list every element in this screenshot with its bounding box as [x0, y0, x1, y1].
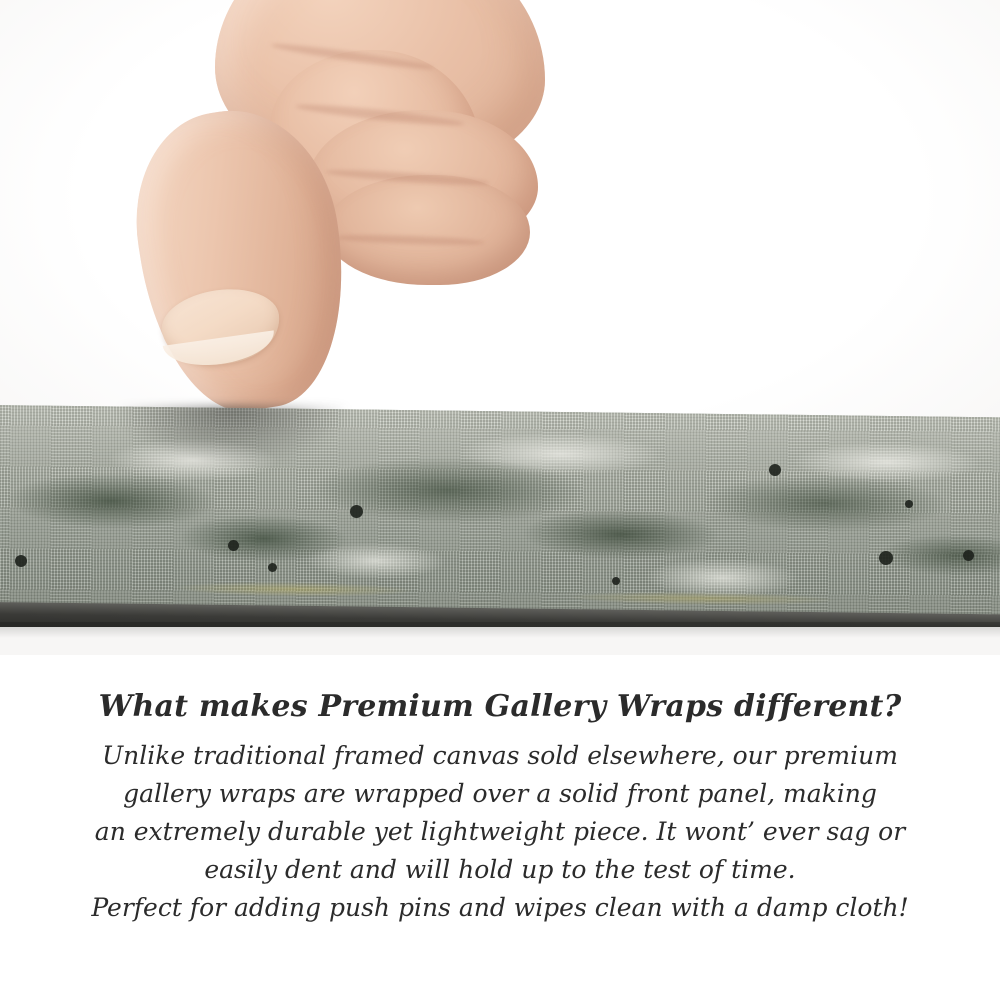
caption-heading: What makes Premium Gallery Wraps different?	[98, 689, 902, 724]
hand-illustration	[120, 0, 580, 420]
canvas-speck	[612, 577, 620, 585]
caption-block	[0, 690, 1000, 927]
canvas-speck	[228, 540, 239, 551]
caption-line: easily dent and will hold up to the test of time.	[204, 855, 796, 884]
canvas-speck	[769, 464, 781, 476]
canvas-speck	[963, 550, 974, 561]
caption-line: an extremely durable yet lightweight piece. It wont’ ever sag or	[94, 817, 906, 846]
canvas-speck	[268, 563, 277, 572]
canvas-speck	[15, 555, 27, 567]
canvas-speck	[905, 500, 913, 508]
canvas-drop-shadow	[0, 622, 1000, 638]
canvas-speck	[879, 551, 893, 565]
hand-finger-lower	[325, 175, 530, 285]
caption-line: Perfect for adding push pins and wipes clean with a damp cloth!	[91, 893, 909, 922]
canvas-speck	[350, 505, 363, 518]
caption-body	[0, 737, 1000, 927]
caption-line: Unlike traditional framed canvas sold elsewhere, our premium	[102, 741, 898, 770]
caption-line: gallery wraps are wrapped over a solid front panel, making	[123, 779, 877, 808]
finger-cast-shadow	[118, 405, 348, 465]
